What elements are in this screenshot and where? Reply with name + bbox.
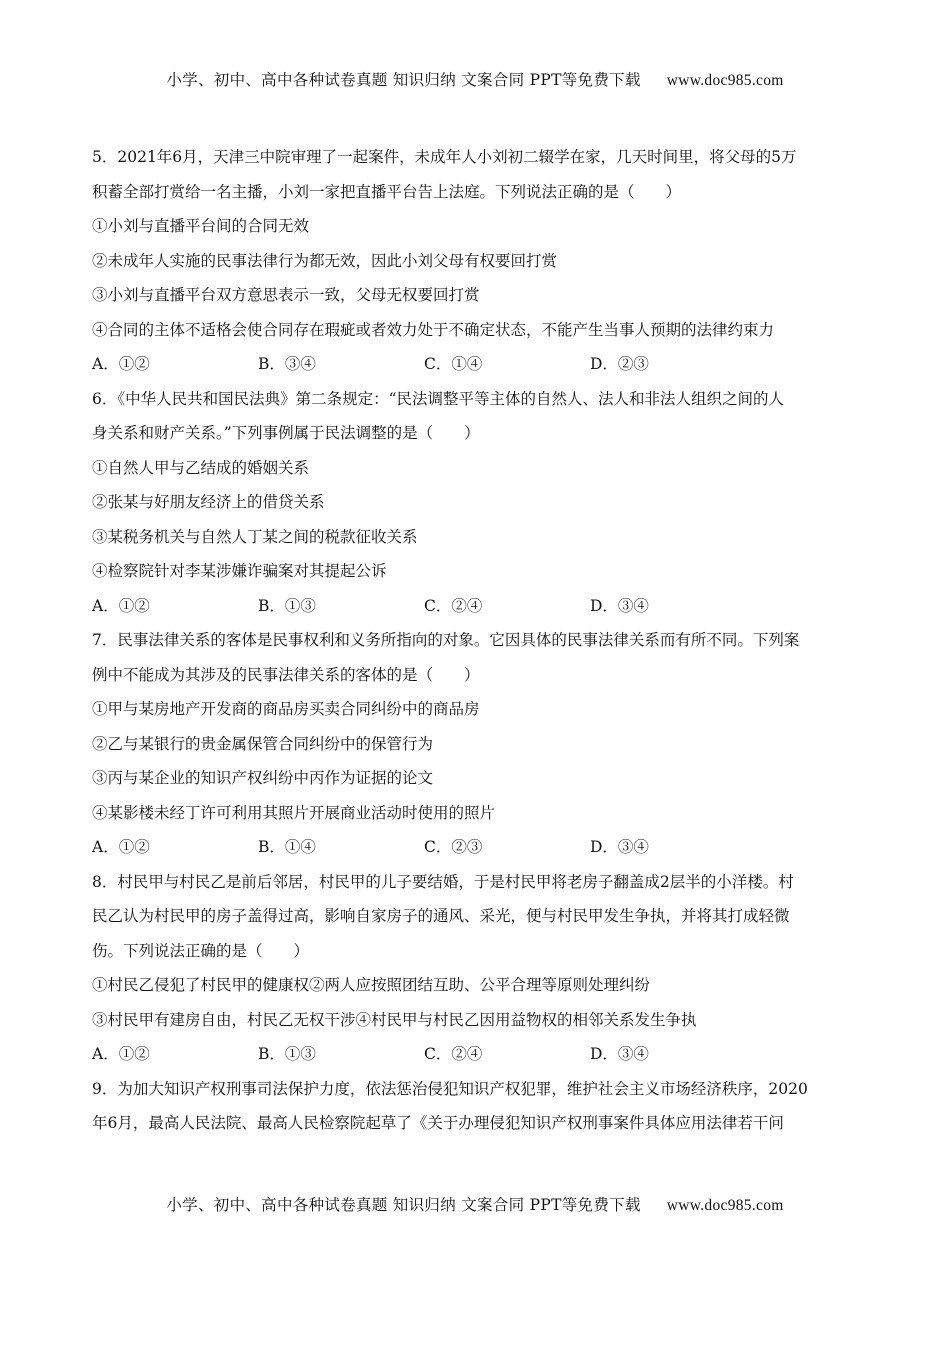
q8-item-1: ①村民乙侵犯了村民甲的健康权②两人应按照团结互助、公平合理等原则处理纠纷 [92,976,651,994]
question-9 [92,1072,862,1141]
footer-url[interactable]: www.doc985.com [666,1197,784,1214]
q8-option-c[interactable]: C．②④ [424,1045,483,1063]
q6-option-c[interactable]: C．②④ [424,596,483,615]
q5-option-b[interactable]: B．③④ [258,355,316,373]
q8-item-2: ③村民甲有建房自由，村民乙无权干涉④村民甲与村民乙因用益物权的相邻关系发生争执 [92,1010,697,1029]
q6-option-b[interactable]: B．①③ [258,596,316,615]
q8-stem-line-1: 8．村民甲与村民乙是前后邻居，村民甲的儿子要结婚，于是村民甲将老房子翻盖成2层半的小洋楼。村 [92,872,794,891]
q6-item-1: ①自然人甲与乙结成的婚姻关系 [92,458,310,477]
header-text: 小学、初中、高中各种试卷真题 知识归纳 文案合同 PPT等免费下载 [166,71,641,89]
q7-stem-line-1: 7．民事法律关系的客体是民事权利和义务所指向的对象。它因具体的民事法律关系而有所不同。下列案 [92,631,800,649]
q5-option-a[interactable]: A．①② [92,355,150,373]
q6-option-a[interactable]: A．①② [92,596,150,615]
question-5 [92,140,862,382]
q7-item-1: ①甲与某房地产开发商的商品房买卖合同纠纷中的商品房 [92,700,480,718]
q7-option-d[interactable]: D．③④ [590,838,649,856]
q9-stem-line-2: 年6月，最高人民法院、最高人民检察院起草了《关于办理侵犯知识产权刑事案件具体应用法律若干问 [92,1114,784,1132]
q5-item-1: ①小刘与直播平台间的合同无效 [92,217,310,235]
q7-options [92,830,862,865]
q7-item-2: ②乙与某银行的贵金属保管合同纠纷中的保管行为 [92,734,434,753]
q6-item-4: ④检察院针对李某涉嫌诈骗案对其提起公诉 [92,562,387,580]
header-url[interactable]: www.doc985.com [666,72,784,89]
q7-option-b[interactable]: B．①④ [258,838,316,856]
q5-stem-line-1: 5．2021年6月，天津三中院审理了一起案件，未成年人小刘初二辍学在家，几天时间里，将父母的5万 [92,148,797,166]
question-8 [92,865,862,1072]
q5-item-4: ④合同的主体不适格会使合同存在瑕疵或者效力处于不确定状态，不能产生当事人预期的法律约束力 [92,320,775,339]
q7-option-c[interactable]: C．②③ [424,838,483,856]
question-6 [92,382,862,624]
q5-option-d[interactable]: D．②③ [590,355,649,373]
q5-option-c[interactable]: C．①④ [424,355,483,373]
q5-options [92,347,862,382]
page-footer [0,1193,950,1215]
q6-item-2: ②张某与好朋友经济上的借贷关系 [92,493,325,511]
q5-item-3: ③小刘与直播平台双方意思表示一致，父母无权要回打赏 [92,286,480,304]
q6-stem-line-1: 6．《中华人民共和国民法典》第二条规定：“民法调整平等主体的自然人、法人和非法人组织之间的人 [92,389,785,408]
q5-stem-line-2: 积蓄全部打赏给一名主播，小刘一家把直播平台告上法庭。下列说法正确的是（ ） [92,182,682,201]
q7-item-4: ④某影楼未经丁许可利用其照片开展商业活动时使用的照片 [92,803,496,822]
footer-text: 小学、初中、高中各种试卷真题 知识归纳 文案合同 PPT等免费下载 [166,1196,641,1214]
q8-options [92,1037,862,1072]
q6-options [92,589,862,624]
q8-option-d[interactable]: D．③④ [590,1045,649,1063]
q8-stem-line-2: 民乙认为村民甲的房子盖得过高，影响自家房子的通风、采光，便与村民甲发生争执，并将其打成轻微 [92,907,790,925]
q6-stem-line-2: 身关系和财产关系。”下列事例属于民法调整的是（ ） [92,424,480,442]
q7-stem-line-2: 例中不能成为其涉及的民事法律关系的客体的是（ ） [92,665,480,684]
q7-option-a[interactable]: A．①② [92,838,150,856]
q8-option-b[interactable]: B．①③ [258,1045,316,1063]
question-list [92,140,862,1141]
q7-item-3: ③丙与某企业的知识产权纠纷中丙作为证据的论文 [92,769,434,787]
q8-stem-line-3: 伤。下列说法正确的是（ ） [92,941,310,960]
page-header [0,68,950,90]
q6-option-d[interactable]: D．③④ [590,596,649,615]
question-7 [92,623,862,865]
q6-item-3: ③某税务机关与自然人丁某之间的税款征收关系 [92,527,418,546]
q8-option-a[interactable]: A．①② [92,1045,150,1063]
q9-stem-line-1: 9．为加大知识产权刑事司法保护力度，依法惩治侵犯知识产权犯罪，维护社会主义市场经济秩序，2020 [92,1079,808,1098]
q5-item-2: ②未成年人实施的民事法律行为都无效，因此小刘父母有权要回打赏 [92,251,558,270]
